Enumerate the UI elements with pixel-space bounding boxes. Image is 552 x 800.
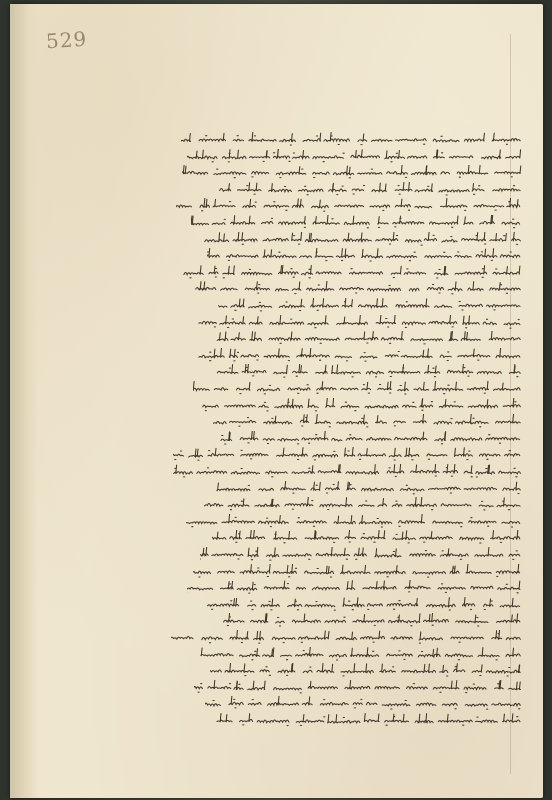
ink-stroke (207, 248, 520, 261)
script-line (193, 564, 522, 574)
ink-stroke (213, 414, 520, 427)
ink-stroke (202, 398, 520, 411)
script-line (181, 265, 522, 275)
script-line (216, 481, 522, 491)
ink-stroke (181, 132, 520, 145)
script-line (187, 348, 522, 358)
script-line (205, 696, 522, 706)
ink-stroke (176, 199, 520, 212)
ink-stroke (173, 464, 520, 477)
script-line (201, 232, 522, 242)
ink-stroke (196, 282, 521, 295)
script-line (181, 132, 522, 142)
text-block (170, 132, 522, 730)
ink-stroke (171, 630, 520, 643)
ink-stroke (205, 696, 520, 709)
script-line (182, 165, 522, 175)
ink-stroke (173, 448, 520, 461)
script-line (196, 315, 522, 325)
script-line (187, 580, 522, 590)
ink-stroke (217, 331, 520, 344)
script-line (219, 431, 522, 441)
ink-stroke (200, 547, 520, 560)
ink-stroke (191, 215, 520, 228)
ink-stroke (201, 647, 520, 660)
ink-stroke (221, 431, 520, 444)
ink-stroke (187, 580, 520, 593)
ink-stroke (204, 497, 520, 510)
script-line (212, 530, 522, 540)
script-line (210, 663, 522, 673)
ink-stroke (217, 713, 520, 725)
ink-stroke (224, 614, 520, 627)
script-line (199, 647, 522, 657)
script-line (218, 182, 522, 192)
ink-stroke (184, 265, 520, 278)
ink-stroke (208, 597, 520, 610)
script-line (213, 414, 522, 424)
ink-stroke (204, 232, 520, 245)
script-line (207, 248, 522, 258)
ink-stroke (193, 564, 520, 577)
script-line (172, 514, 522, 524)
ink-stroke (218, 298, 520, 311)
script-line (218, 298, 522, 308)
ink-stroke (199, 348, 520, 361)
script-line (194, 680, 522, 690)
script-line (188, 281, 522, 291)
ink-stroke (210, 663, 520, 676)
script-line (199, 497, 522, 507)
script-line (172, 464, 522, 474)
script-line (173, 447, 522, 457)
script-line (200, 547, 522, 557)
ink-stroke (212, 530, 520, 543)
ink-stroke (187, 514, 520, 527)
script-line (213, 613, 522, 623)
page-binding-edge (10, 4, 38, 798)
script-line (207, 597, 522, 607)
ink-stroke (182, 165, 521, 178)
script-line (187, 149, 522, 159)
script-line (191, 215, 522, 225)
folio-number: 529 (45, 26, 88, 54)
ink-stroke (194, 680, 520, 693)
script-line (171, 630, 522, 640)
ink-stroke (217, 364, 520, 377)
ink-stroke (217, 481, 520, 493)
script-line (193, 381, 522, 391)
manuscript-page (10, 4, 543, 798)
ink-stroke (187, 149, 521, 162)
ink-stroke (199, 315, 520, 328)
script-line (197, 398, 522, 408)
ink-stroke (193, 381, 520, 394)
ink-stroke (220, 182, 520, 195)
script-line (210, 331, 522, 341)
script-line (214, 364, 522, 374)
script-line (214, 713, 522, 723)
script-line (176, 198, 522, 208)
